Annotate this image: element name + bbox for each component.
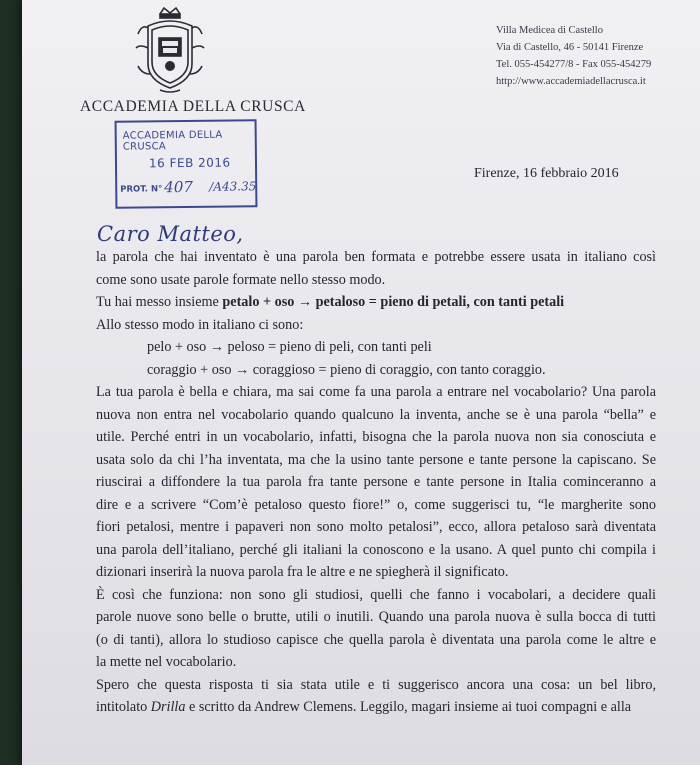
body-line: utile. Perché entri in un vocabolario, infatti, bisogna che la parola nuova non sia conosciuta e (96, 429, 656, 445)
stamp-number: 407 (164, 177, 193, 197)
letter-page (22, 0, 700, 765)
body-line: la parola che hai inventato è una parola ben formata e potrebbe essere usata in italiano così (96, 249, 656, 265)
body-text-segment: Tu hai messo insieme (96, 294, 223, 310)
stamp-prot-label: PROT. N° (120, 184, 163, 195)
address-block (496, 22, 651, 90)
stamp-date: 16 FEB 2016 (148, 155, 231, 171)
protocol-stamp (115, 119, 258, 208)
handwritten-greeting: Caro Matteo, (97, 222, 244, 246)
example-line: pelo + oso → peloso = pieno di peli, con tanti peli (147, 339, 432, 355)
website-line: http://www.accademiadellacrusca.it (496, 76, 646, 87)
address-line: Villa Medicea di Castello (496, 25, 603, 36)
body-line: Allo stesso modo in italiano ci sono: (96, 316, 304, 333)
phone-fax-line: Tel. 055-454277/8 - Fax 055-454279 (496, 59, 652, 70)
body-line: (o di tanti), allora lo studioso capisce che quella parola è diventata una parola come le altre e (96, 631, 656, 648)
stamp-time: /A43.35 (209, 179, 257, 194)
bold-definition: petalo + oso → petaloso = pieno di petali, con tanti petali (222, 294, 565, 310)
example-line: coraggio + oso → coraggioso = pieno di coraggio, con tanto coraggio. (147, 361, 546, 378)
stamp-institution: ACCADEMIA DELLA CRUSCA (122, 129, 223, 153)
body-line: Spero che questa risposta ti sia stata utile e ti suggerisco ancora una cosa: un bel libro, (96, 676, 656, 693)
body-line: nuova non entra nel vocabolario quando qualcuno la inventa, anche se è una parola “bella” e (96, 406, 656, 423)
body-line: È così che funziona: non sono gli studiosi, quelli che fanno i vocabolari, a decidere quali (96, 586, 656, 603)
body-line: fiori petalosi, mentre i papaveri non sono molto petalosi”, ecco, allora petaloso sarà diventata (96, 519, 656, 535)
book-title: Drilla (150, 699, 186, 715)
body-line: dire e a scrivere “Com’è petaloso questo fiore!” o, come suggerisci tu, “le margherite sono (96, 496, 656, 513)
body-line: come sono usate parole formate nello stesso modo. (96, 271, 386, 288)
body-line: una parola dell’italiano, perché gli italiani la conoscono e la usano. A quel punto chi compila i (96, 541, 656, 558)
place-date: Firenze, 16 febbraio 2016 (474, 166, 619, 181)
body-line: dizionari inserirà la nuova parola fra le altre e ne spiegherà il significato. (96, 564, 509, 580)
body-line: la mette nel vocabolario. (96, 654, 237, 670)
institution-name: ACCADEMIA DELLA CRUSCA (80, 98, 306, 115)
body-line: parole nuove sono belle o brutte, utili o inutili. Quando una parola nuova è sulla bocca di tutti (96, 609, 656, 625)
body-line (96, 291, 656, 314)
letter-body (96, 246, 656, 719)
body-line: riuscirai a diffondere la tua parola fra tante persone e tante persone in Italia cominceranno a (96, 474, 656, 490)
body-line: La tua parola è bella e chiara, ma sai come fa una parola a entrare nel vocabolario? Una parola (96, 384, 656, 400)
body-line (96, 696, 656, 719)
crest-icon (130, 4, 210, 96)
body-text-segment: intitolato (96, 699, 151, 715)
address-line: Via di Castello, 46 - 50141 Firenze (496, 42, 644, 53)
body-line: usata solo da chi l’ha inventata, ma che la usino tante persone e tante persone la capiscano. Se (96, 451, 656, 468)
body-text-segment: e scritto da Andrew Clemens. Leggilo, magari insieme ai tuoi compagni e alla (185, 699, 632, 715)
